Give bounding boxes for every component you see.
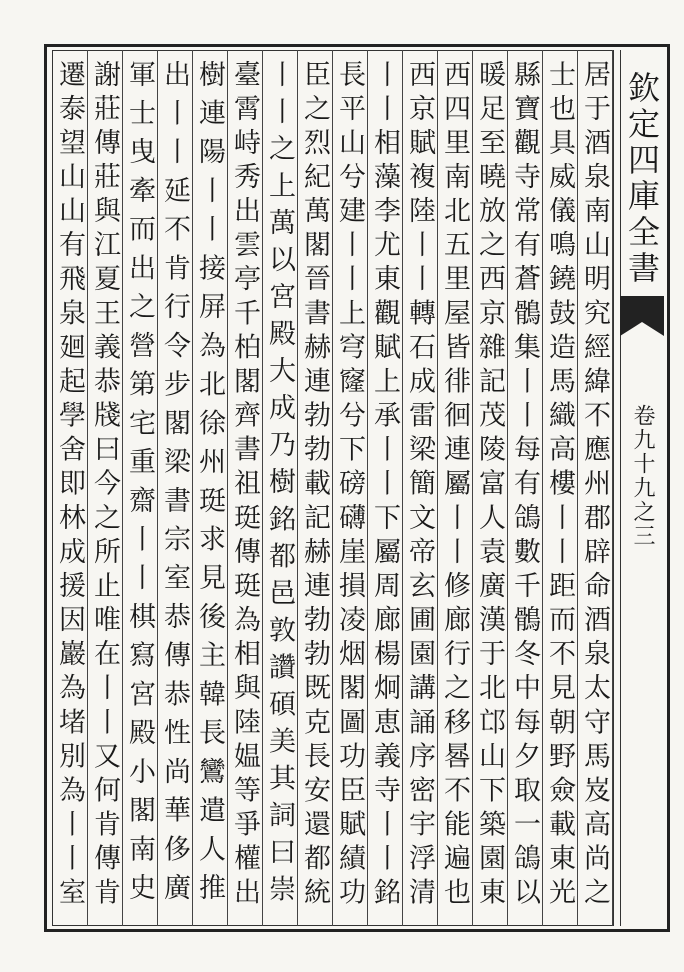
column-rule [507,50,508,926]
text-column: 居于酒泉南山明究經緯不應州郡辟命酒泉太守馬岌高尚之 [579,60,610,912]
column-rule [122,50,123,926]
text-column: 臺霄峙秀出雲亭千柏閣齊書祖珽傳珽為相與陸媪等爭權出 [229,60,260,912]
text-column: 軍士曳牽而出之營第宅重齋丨丨棋寫宮殿小閣南史 [124,60,155,912]
column-rule [157,50,158,926]
column-rule [87,50,88,926]
column-rule [297,50,298,926]
column-rule [577,50,578,926]
column-rule [227,50,228,926]
column-rule [332,50,333,926]
volume-label: 卷九十九之三 [630,404,655,548]
text-column: 樹連陽丨丨接屏為北徐州珽求見後主韓長鸞遣人推 [194,60,225,912]
column-rule [192,50,193,926]
text-column: 遷泰望山山有飛泉廻起學舍即林成援因巖為堵別為丨丨室 [54,60,85,912]
text-column: 長平山兮建丨丨上穹窿兮下磅礴崖損凌烟閣圖功臣賦績功 [334,60,365,912]
column-rule [612,50,613,926]
text-column: 出丨丨延不肯行令步閣梁書宗室恭傳恭性尚華侈廣 [159,60,190,912]
column-rule [262,50,263,926]
text-column: 縣寶觀寺常有蒼鶻集丨丨每有鴿數千鶻冬中每夕取一鴿以 [509,60,540,912]
column-rule [367,50,368,926]
column-rule [437,50,438,926]
column-rule [542,50,543,926]
text-column: 丨丨之上萬以宮殿大成乃樹銘都邑敦讚碩美其詞曰崇 [264,60,295,912]
text-column: 士也具威儀鳴鐃鼓造馬織高樓丨丨距而不見朝野僉載東光 [544,60,575,912]
text-column: 臣之烈紀萬閣晉書赫連勃勃載記赫連勃勃既克長安還都統 [299,60,330,912]
text-column: 西京賦複陸丨丨轉石成雷梁簡文帝玄圃園講誦序密宇浮清 [404,60,435,912]
text-column: 丨丨相藻李尤東觀賦上承丨丨下屬周廊楊炯恵義寺丨丨銘 [369,60,400,912]
text-column: 暖足至曉放之西京雜記茂陵富人袁廣漢于北邙山下築園東 [474,60,505,912]
fishtail-mark-icon [620,296,664,340]
column-rule [402,50,403,926]
text-column: 謝莊傳莊與江夏王義恭牋曰今之所止唯在丨丨又何肯傳肯 [89,60,120,912]
column-rule [472,50,473,926]
text-column: 西四里南北五里屋皆徘徊連屬丨丨修廊行之移晷不能遍也 [439,60,470,912]
book-title: 欽定四庫全書 [623,71,661,287]
